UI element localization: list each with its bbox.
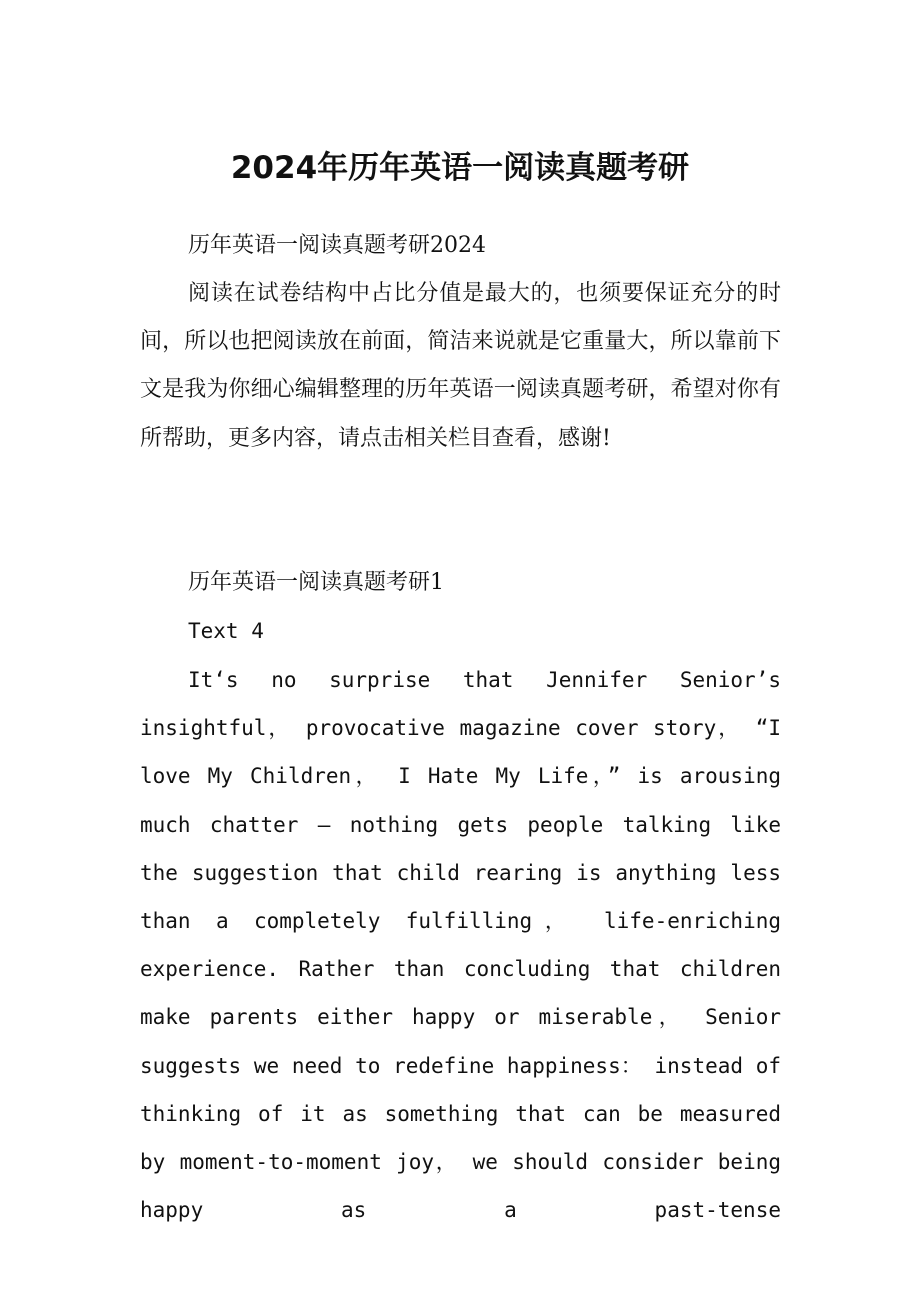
page-title: 2024年历年英语一阅读真题考研 bbox=[230, 150, 690, 186]
intro-paragraph: 阅读在试卷结构中占比分值是最大的，也须要保证充分的时间，所以也把阅读放在前面，简洁来说就是它重量大，所以靠前下文是我为你细心编辑整理的历年英语一阅读真题考研，希望对你有所帮助，更多内容，请点击相关栏目查看，感谢! bbox=[140, 281, 781, 451]
document-subtitle: 历年英语一阅读真题考研2024 bbox=[188, 233, 486, 258]
passage-paragraph: It‘s no surprise that Jennifer Senior’s insightful， provocative magazine cover story， “I love My Children， I Hate My Life，” is arousing much chatter – nothing gets people talking like the suggestion that child rearing is anything less than a completely fulfilling， life-enriching experience. Rather than concluding that children make parents either happy or miserable， Senior suggests we need to redefine happiness： instead of thinking of it as something that can be measured by moment-to-moment joy， we should consider being happy as a past-tense bbox=[140, 668, 781, 1223]
text-label: Text 4 bbox=[188, 619, 264, 643]
section-heading: 历年英语一阅读真题考研1 bbox=[188, 570, 444, 595]
